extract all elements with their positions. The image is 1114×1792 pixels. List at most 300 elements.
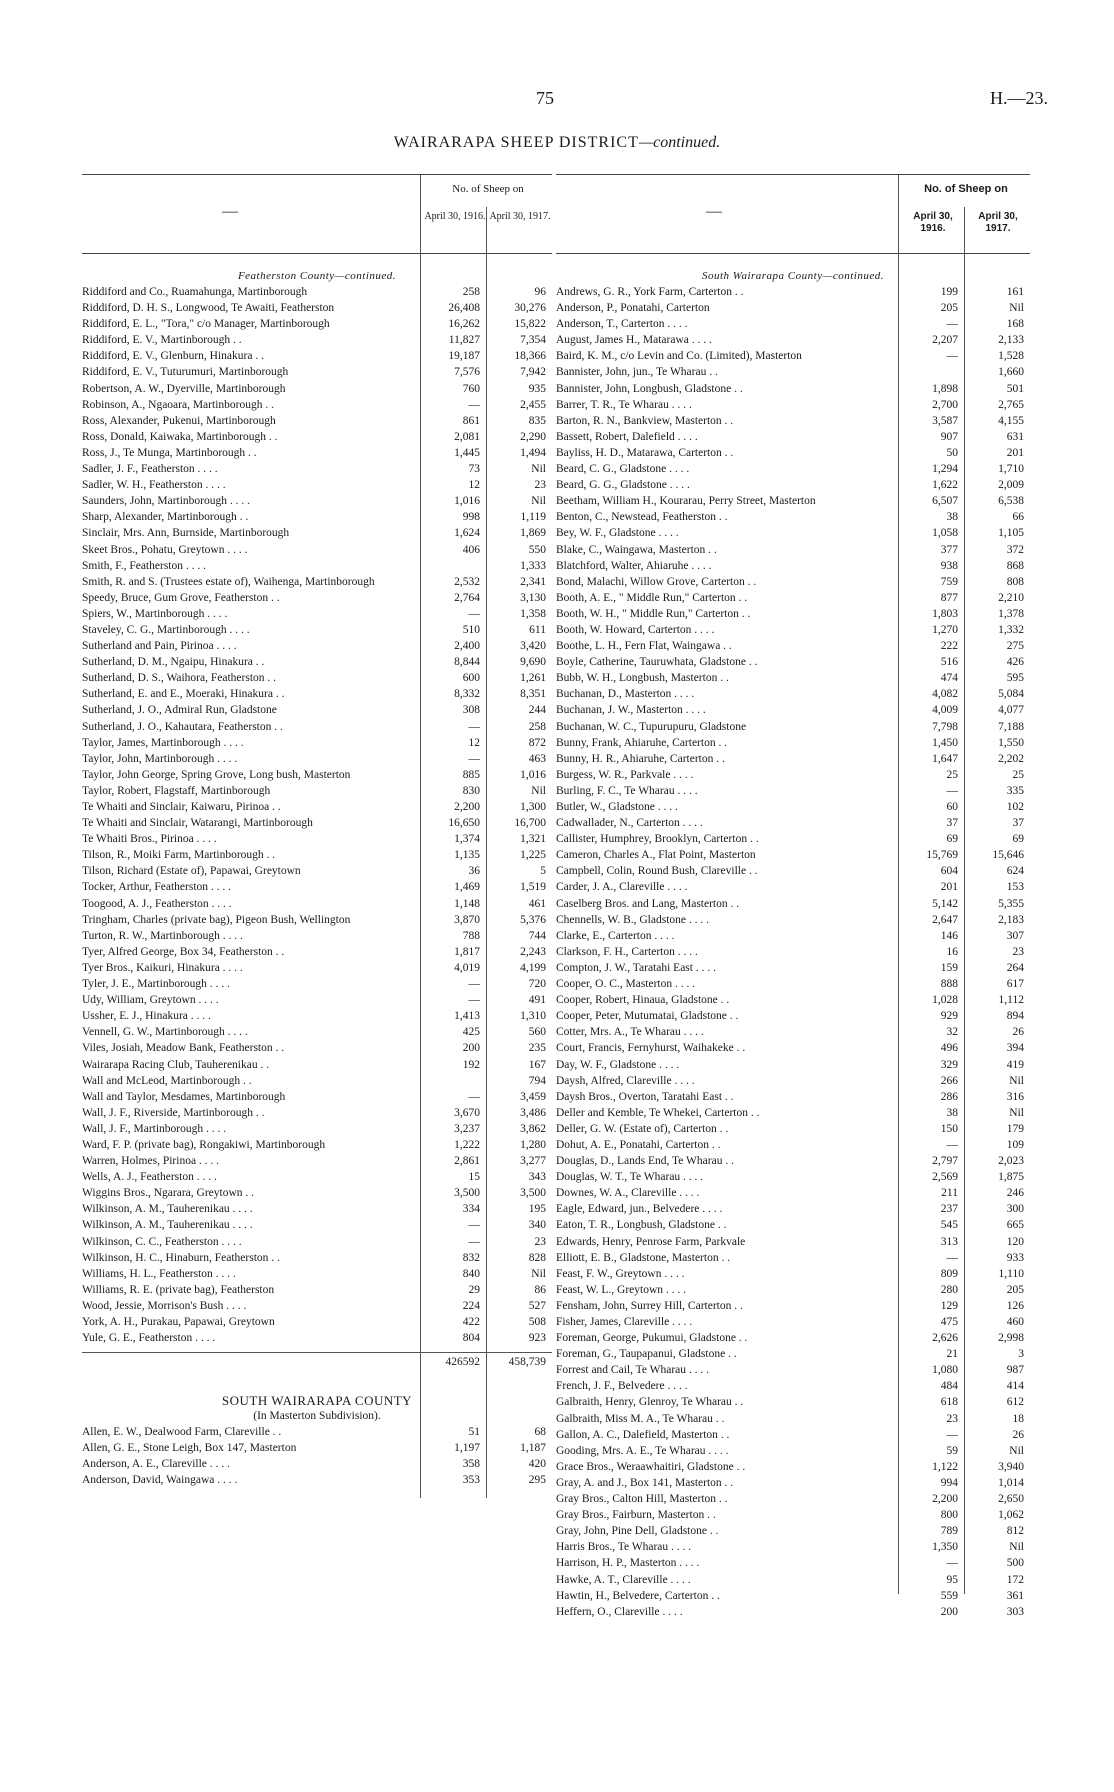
owner-name: Sutherland, D. M., Ngaipu, Hinakura . . — [82, 656, 265, 669]
sheep-1916: 29 — [468, 1283, 480, 1296]
sheep-1917: 7,188 — [998, 720, 1024, 733]
sheep-1917: 23 — [534, 479, 546, 492]
sheep-1917: 172 — [1006, 1573, 1024, 1586]
table-row — [82, 928, 552, 944]
sheep-1916: 559 — [940, 1589, 958, 1602]
sheep-1916: 1,080 — [932, 1364, 958, 1377]
sheep-1917: 15,822 — [514, 318, 546, 331]
owner-name: Sadler, J. F., Featherston . . . . — [82, 463, 218, 476]
table-row — [82, 477, 552, 493]
sheep-1917: 16,700 — [514, 817, 546, 830]
owner-name: Clarke, E., Carterton . . . . — [556, 929, 675, 942]
sheep-1917: 611 — [529, 623, 546, 636]
table-row — [82, 1250, 552, 1266]
table-row — [82, 1456, 552, 1472]
owner-name: Anderson, T., Carterton . . . . — [556, 318, 688, 331]
header-divider — [964, 207, 965, 253]
table-row — [82, 332, 552, 348]
sheep-1917: 1,550 — [998, 736, 1024, 749]
page-number: 75 — [536, 88, 554, 108]
table-row — [82, 1121, 552, 1137]
table-row — [82, 783, 552, 799]
table-row — [556, 542, 1030, 558]
sheep-1917: 744 — [528, 929, 546, 942]
table-row — [556, 1314, 1030, 1330]
owner-name: Bassett, Robert, Dalefield . . . . — [556, 430, 698, 443]
sheep-1916: 146 — [940, 929, 958, 942]
owner-name: Vennell, G. W., Martinborough . . . . — [82, 1026, 248, 1039]
table-row — [82, 461, 552, 477]
owner-name: Daysh, Alfred, Clareville . . . . — [556, 1074, 695, 1087]
sheep-1917: 2,765 — [998, 398, 1024, 411]
sheep-1917: 2,023 — [998, 1155, 1024, 1168]
sheep-1916: 358 — [462, 1458, 480, 1471]
left-table-body — [82, 254, 552, 1489]
sheep-1916: 832 — [462, 1251, 480, 1264]
table-row — [82, 831, 552, 847]
table-row — [556, 1523, 1030, 1539]
sheep-1916: 2,647 — [932, 913, 958, 926]
sheep-1917: 195 — [528, 1203, 546, 1216]
owner-name: Wiggins Bros., Ngarara, Greytown . . — [82, 1187, 255, 1200]
table-row — [556, 1411, 1030, 1427]
sheep-1916: 129 — [940, 1299, 958, 1312]
owner-name: Te Whaiti and Sinclair, Kaiwaru, Pirinoa . . — [82, 801, 281, 813]
owner-name: Tocker, Arthur, Featherston . . . . — [82, 881, 232, 894]
sheep-1916: 16,262 — [448, 318, 480, 331]
table-row — [556, 606, 1030, 622]
owner-name: Warren, Holmes, Pirinoa . . . . — [82, 1155, 220, 1168]
table-row — [556, 397, 1030, 413]
table-row — [556, 1153, 1030, 1169]
sheep-1916: — — [946, 318, 958, 331]
sheep-1917: 1,187 — [520, 1442, 546, 1455]
table-row — [556, 1330, 1030, 1346]
table-row — [82, 622, 552, 638]
sheep-1917: 3,940 — [998, 1460, 1024, 1473]
table-row — [556, 1298, 1030, 1314]
subsection-subtitle: (In Masterton Subdivision). — [253, 1410, 381, 1423]
sheep-1916: 25 — [946, 768, 958, 781]
sheep-1916: 3,237 — [454, 1122, 480, 1135]
owner-name: Sutherland, E. and E., Moeraki, Hinakura . . — [82, 688, 285, 701]
sheep-1917: 5,084 — [998, 688, 1024, 701]
sheep-1916: — — [468, 1219, 480, 1232]
sheep-1916: — — [468, 994, 480, 1007]
owner-name: Gray Bros., Calton Hill, Masterton . . — [556, 1493, 728, 1506]
owner-name: Riddiford, E. L., "Tora," c/o Manager, Martinborough — [82, 318, 330, 331]
name-column-heading: — — [706, 203, 722, 220]
sheep-1917: 3 — [1018, 1348, 1024, 1361]
owner-name: Buchanan, D., Masterton . . . . — [556, 688, 695, 701]
owner-name: Ward, F. P. (private bag), Rongakiwi, Martinborough — [82, 1138, 326, 1151]
sheep-1917: 3,862 — [520, 1122, 546, 1135]
april-1916-heading: April 30, 1916. — [913, 211, 953, 234]
owner-name: Turton, R. W., Martinborough . . . . — [82, 929, 243, 942]
owner-name: Bannister, John, jun., Te Wharau . . — [556, 366, 718, 379]
section-heading-text: South Wairarapa County—continued. — [701, 270, 884, 282]
sheep-1916: 484 — [940, 1380, 958, 1393]
table-row — [82, 558, 552, 574]
owner-name: Barton, R. N., Bankview, Masterton . . — [556, 414, 734, 427]
sheep-1916: 600 — [462, 672, 480, 685]
sheep-1916: 36 — [468, 865, 480, 878]
sheep-1917: 426 — [1006, 656, 1024, 669]
table-row — [82, 944, 552, 960]
total-row — [82, 1352, 552, 1375]
owner-name: Tyer Bros., Kaikuri, Hinakura . . . . — [82, 961, 243, 974]
table-row — [82, 1298, 552, 1314]
owner-name: Staveley, C. G., Martinborough . . . . — [82, 623, 250, 636]
table-row — [82, 429, 552, 445]
spacer — [82, 254, 552, 268]
table-row — [82, 879, 552, 895]
sheep-1916: 1,016 — [454, 495, 480, 508]
owner-name: Dohut, A. E., Ponatahi, Carterton . . — [556, 1138, 721, 1151]
sheep-1916: 159 — [940, 961, 958, 974]
owner-name: Bunny, H. R., Ahiaruhe, Carterton . . — [556, 752, 725, 765]
sheep-1917: 595 — [1006, 672, 1024, 685]
sheep-1916: 1,803 — [932, 607, 958, 620]
sheep-1916: 496 — [940, 1042, 958, 1055]
sheep-1917: 109 — [1006, 1138, 1024, 1151]
sheep-1917: 491 — [528, 994, 546, 1007]
sheep-1917: 808 — [1006, 575, 1024, 588]
table-row — [82, 1040, 552, 1056]
sheep-1916: 258 — [462, 286, 480, 298]
sheep-1917: 18,366 — [514, 350, 546, 363]
sheep-1917: 501 — [1006, 382, 1024, 395]
table-row — [556, 928, 1030, 944]
owner-name: Foreman, George, Pukumui, Gladstone . . — [556, 1332, 748, 1345]
sheep-1916: 938 — [940, 559, 958, 572]
owner-name: Cameron, Charles A., Flat Point, Masterton — [556, 849, 756, 862]
sheep-1917: 828 — [528, 1251, 546, 1264]
owner-name: Saunders, John, Martinborough . . . . — [82, 495, 251, 508]
table-row — [556, 912, 1030, 928]
sheep-1917: 1,300 — [520, 801, 546, 813]
table-row — [82, 654, 552, 670]
owner-name: Smith, R. and S. (Trustees estate of), Waihenga, Martinborough — [82, 575, 375, 588]
owner-name: Gooding, Mrs. A. E., Te Wharau . . . . — [556, 1444, 729, 1457]
sheep-1917: Nil — [531, 784, 546, 797]
sheep-1917: 2,202 — [998, 752, 1024, 765]
sheep-1917: 631 — [1006, 430, 1024, 443]
table-row — [556, 348, 1030, 364]
sheep-1916: 3,587 — [932, 414, 958, 427]
sheep-1917: 2,183 — [998, 913, 1024, 926]
table-row — [82, 912, 552, 928]
owner-name: Taylor, Robert, Flagstaff, Martinborough — [82, 784, 271, 797]
table-row — [82, 799, 552, 815]
sheep-1916: 32 — [946, 1026, 958, 1039]
table-row — [82, 590, 552, 606]
sheep-1916: 1,058 — [932, 527, 958, 540]
sheep-1916: 406 — [462, 543, 480, 556]
page-title — [0, 134, 1114, 152]
sheep-1917: 1,660 — [998, 366, 1024, 379]
sheep-1916: 200 — [462, 1042, 480, 1055]
sheep-1917: 794 — [528, 1074, 546, 1087]
table-row — [556, 992, 1030, 1008]
sheep-1917: 340 — [528, 1219, 546, 1232]
table-row — [556, 1201, 1030, 1217]
owner-name: Yule, G. E., Featherston . . . . — [82, 1332, 216, 1345]
owner-name: Deller and Kemble, Te Whekei, Carterton . . — [556, 1106, 760, 1119]
owner-name: Boyle, Catherine, Tauruwhata, Gladstone . . — [556, 656, 758, 669]
owner-name: Campbell, Colin, Round Bush, Clareville . . — [556, 865, 758, 878]
sheep-1917: 935 — [528, 382, 546, 395]
sheep-1916: 16,650 — [448, 817, 480, 830]
table-row — [556, 332, 1030, 348]
owner-name: Allen, E. W., Dealwood Farm, Clareville . . — [82, 1426, 282, 1439]
sheep-1916: 1,135 — [454, 849, 480, 862]
april-1917-heading: April 30, 1917. — [489, 211, 551, 222]
sheep-1917: 5,376 — [520, 913, 546, 926]
sheep-1916: — — [468, 607, 480, 620]
sheep-1917: 1,494 — [520, 446, 546, 459]
sheep-1917: 1,710 — [998, 463, 1024, 476]
owner-name: Gallon, A. C., Dalefield, Masterton . . — [556, 1428, 730, 1441]
owner-name: Sutherland, J. O., Kahautara, Featherston . . — [82, 720, 283, 733]
table-row — [556, 1507, 1030, 1523]
table-row — [556, 622, 1030, 638]
owner-name: Butler, W., Gladstone . . . . — [556, 801, 678, 813]
sheep-1917: 1,869 — [520, 527, 546, 540]
sheep-1916: 1,028 — [932, 994, 958, 1007]
owner-name: Chennells, W. B., Gladstone . . . . — [556, 913, 710, 926]
sheep-1916: — — [468, 978, 480, 991]
sheep-1917: 2,210 — [998, 591, 1024, 604]
table-row — [556, 1057, 1030, 1073]
sheep-1917: 812 — [1006, 1525, 1024, 1538]
table-row — [556, 1394, 1030, 1410]
sheep-1916: — — [946, 1557, 958, 1570]
section-heading — [82, 268, 552, 284]
sheep-1917: 15,646 — [992, 849, 1024, 862]
sheep-1916: 759 — [940, 575, 958, 588]
owner-name: Buchanan, J. W., Masterton . . . . — [556, 704, 706, 717]
owner-name: Allen, G. E., Stone Leigh, Box 147, Masterton — [82, 1442, 297, 1455]
owner-name: Sutherland, J. O., Admiral Run, Gladstone — [82, 704, 277, 717]
owner-name: Downes, W. A., Clareville . . . . — [556, 1187, 700, 1200]
title-continued: —continued. — [638, 134, 721, 151]
sheep-1917: 550 — [528, 543, 546, 556]
owner-name: Tyer, Alfred George, Box 34, Featherston . . — [82, 945, 285, 958]
sheep-1917: 295 — [528, 1474, 546, 1487]
owner-name: Anderson, P., Ponatahi, Carterton — [556, 302, 710, 315]
owner-name: Riddiford, D. H. S., Longwood, Te Awaiti, Featherston — [82, 302, 335, 315]
sheep-1917: 246 — [1006, 1187, 1024, 1200]
sheep-1917: 120 — [1006, 1235, 1024, 1248]
owner-name: Ussher, E. J., Hinakura . . . . — [82, 1010, 211, 1023]
sheep-1916: 266 — [940, 1074, 958, 1087]
owner-name: Compton, J. W., Taratahi East . . . . — [556, 961, 716, 974]
owner-name: Galbraith, Henry, Glenroy, Te Wharau . . — [556, 1396, 744, 1409]
sheep-1917: 275 — [1006, 640, 1024, 653]
owner-name: Bannister, John, Longbush, Gladstone . . — [556, 382, 743, 395]
sheep-1917: 500 — [1006, 1557, 1024, 1570]
owner-name: Beetham, William H., Kourarau, Perry Street, Masterton — [556, 495, 816, 508]
table-row — [82, 525, 552, 541]
sheep-1917: 1,519 — [520, 881, 546, 894]
table-row — [82, 863, 552, 879]
subsection-rows — [82, 1424, 552, 1488]
owner-name: Gray Bros., Fairburn, Masterton . . — [556, 1509, 716, 1522]
table-row — [82, 606, 552, 622]
owner-name: Robertson, A. W., Dyerville, Martinborough — [82, 382, 286, 395]
owner-name: Sinclair, Mrs. Ann, Burnside, Martinborough — [82, 527, 290, 540]
table-row — [556, 1266, 1030, 1282]
owner-name: Blatchford, Walter, Ahiaruhe . . . . — [556, 559, 712, 572]
table-row — [82, 1282, 552, 1298]
owner-name: Tyler, J. E., Martinborough . . . . — [82, 978, 230, 991]
sheep-1917: 66 — [1012, 511, 1024, 524]
sheep-1916: 789 — [940, 1525, 958, 1538]
sheep-1916: 2,569 — [932, 1171, 958, 1184]
owner-name: Sadler, W. H., Featherston . . . . — [82, 479, 226, 492]
table-row — [82, 1137, 552, 1153]
sheep-1917: 2,243 — [520, 945, 546, 958]
owner-name: Wilkinson, A. M., Tauherenikau . . . . — [82, 1219, 253, 1232]
sheep-count-heading: No. of Sheep on — [452, 183, 524, 195]
sheep-1916: 4,019 — [454, 961, 480, 974]
sheep-1916: 788 — [462, 929, 480, 942]
table-row — [82, 1266, 552, 1282]
sheep-1916: 998 — [462, 511, 480, 524]
sheep-1916: 237 — [940, 1203, 958, 1216]
sheep-1917: 1,119 — [520, 511, 546, 524]
sheep-1917: 167 — [528, 1058, 546, 1071]
table-row — [82, 702, 552, 718]
owner-name: Sharp, Alexander, Martinborough . . — [82, 511, 249, 524]
owner-name: Eagle, Edward, jun., Belvedere . . . . — [556, 1203, 723, 1216]
table-row — [82, 1153, 552, 1169]
owner-name: Riddiford, E. V., Tuturumuri, Martinborough — [82, 366, 289, 379]
sheep-1916: 929 — [940, 1010, 958, 1023]
sheep-1917: 612 — [1006, 1396, 1024, 1409]
owner-name: Hawtin, H., Belvedere, Carterton . . — [556, 1589, 720, 1602]
table-row — [82, 1217, 552, 1233]
sheep-1917: 1,110 — [998, 1267, 1024, 1280]
owner-name: Wall, J. F., Riverside, Martinborough . . — [82, 1106, 265, 1119]
table-row — [82, 1185, 552, 1201]
owner-name: Smith, F., Featherston . . . . — [82, 559, 206, 572]
owner-name: Boothe, L. H., Fern Flat, Waingawa . . — [556, 640, 732, 653]
table-row — [556, 477, 1030, 493]
sheep-1917: Nil — [1009, 1074, 1024, 1087]
sheep-1916: 1,647 — [932, 752, 958, 765]
sheep-1916: 222 — [940, 640, 958, 653]
owner-name: Harris Bros., Te Wharau . . . . — [556, 1541, 692, 1554]
sheep-1917: 30,276 — [514, 302, 546, 315]
owner-name: Heffern, O., Clareville . . . . — [556, 1605, 683, 1618]
sheep-1916: 73 — [468, 463, 480, 476]
owner-name: Toogood, A. J., Featherston . . . . — [82, 897, 232, 910]
sheep-1916: — — [468, 1090, 480, 1103]
sheep-1916: — — [946, 1428, 958, 1441]
sheep-1917: 461 — [528, 897, 546, 910]
sheep-1917: 1,358 — [520, 607, 546, 620]
sheep-1917: 37 — [1012, 817, 1024, 830]
owner-name: Cooper, Peter, Mutumatai, Gladstone . . — [556, 1010, 739, 1023]
sheep-1916: 15,769 — [926, 849, 958, 862]
sheep-1917: Nil — [1009, 302, 1024, 315]
owner-name: Burling, F. C., Te Wharau . . . . — [556, 784, 698, 797]
sheep-1916: 38 — [946, 1106, 958, 1119]
sheep-1916: 280 — [940, 1283, 958, 1296]
sheep-1916: 475 — [940, 1316, 958, 1328]
owner-name: Riddiford, E. V., Martinborough . . — [82, 334, 242, 347]
table-row — [556, 1491, 1030, 1507]
table-row — [556, 638, 1030, 654]
table-row — [82, 1008, 552, 1024]
sheep-1917: 26 — [1012, 1428, 1024, 1441]
owner-name: Taylor, James, Martinborough . . . . — [82, 736, 244, 749]
sheep-1917: 7,942 — [520, 366, 546, 379]
table-row — [556, 1362, 1030, 1378]
sheep-1917: 665 — [1006, 1219, 1024, 1232]
sheep-1916: — — [468, 1235, 480, 1248]
sheep-1916: 545 — [940, 1219, 958, 1232]
owner-name: Buchanan, W. C., Tupurupuru, Gladstone — [556, 720, 747, 733]
owner-name: Callister, Humphrey, Brooklyn, Carterton . . — [556, 833, 759, 846]
table-row — [556, 1572, 1030, 1588]
sheep-1917: 201 — [1006, 446, 1024, 459]
sheep-1916: 192 — [462, 1058, 480, 1071]
table-row — [556, 364, 1030, 380]
table-row — [556, 1089, 1030, 1105]
table-row — [556, 1169, 1030, 1185]
owner-name: Feast, F. W., Greytown . . . . — [556, 1267, 685, 1280]
table-row — [556, 767, 1030, 783]
owner-name: Bunny, Frank, Ahiaruhe, Carterton . . — [556, 736, 728, 749]
owner-name: Burgess, W. R., Parkvale . . . . — [556, 768, 694, 781]
table-row — [556, 735, 1030, 751]
sheep-1916: 3,870 — [454, 913, 480, 926]
name-column-heading: — — [222, 203, 238, 220]
table-row — [82, 767, 552, 783]
sheep-1917: 23 — [534, 1235, 546, 1248]
sheep-1917: 300 — [1006, 1203, 1024, 1216]
owner-name: Wall and McLeod, Martinborough . . — [82, 1074, 252, 1087]
sheep-1917: 258 — [528, 720, 546, 733]
table-row — [556, 590, 1030, 606]
sheep-1917: 3,130 — [520, 591, 546, 604]
sheep-1916: 1,624 — [454, 527, 480, 540]
sheep-1916: 2,081 — [454, 430, 480, 443]
sheep-1917: 460 — [1006, 1316, 1024, 1328]
table-row — [556, 1040, 1030, 1056]
owner-name: Deller, G. W. (Estate of), Carterton . . — [556, 1122, 729, 1135]
sheep-1916: 38 — [946, 511, 958, 524]
sheep-1917: 394 — [1006, 1042, 1024, 1055]
sheep-1917: 1,225 — [520, 849, 546, 862]
sheep-1916: 2,626 — [932, 1332, 958, 1345]
spacer — [556, 254, 1030, 268]
owner-name: Tilson, R., Moiki Farm, Martinborough . . — [82, 849, 276, 862]
owner-name: Gray, A. and J., Box 141, Masterton . . — [556, 1476, 734, 1489]
sheep-1917: 1,528 — [998, 350, 1024, 363]
sheep-1916: 5,142 — [932, 897, 958, 910]
table-row — [82, 1234, 552, 1250]
owner-name: Ross, Alexander, Pukenui, Martinborough — [82, 414, 276, 427]
sheep-1917: 987 — [1006, 1364, 1024, 1377]
sheep-1916: 313 — [940, 1235, 958, 1248]
table-row — [82, 445, 552, 461]
owner-name: Bubb, W. H., Longbush, Masterton . . — [556, 672, 729, 685]
table-row — [82, 1330, 552, 1346]
